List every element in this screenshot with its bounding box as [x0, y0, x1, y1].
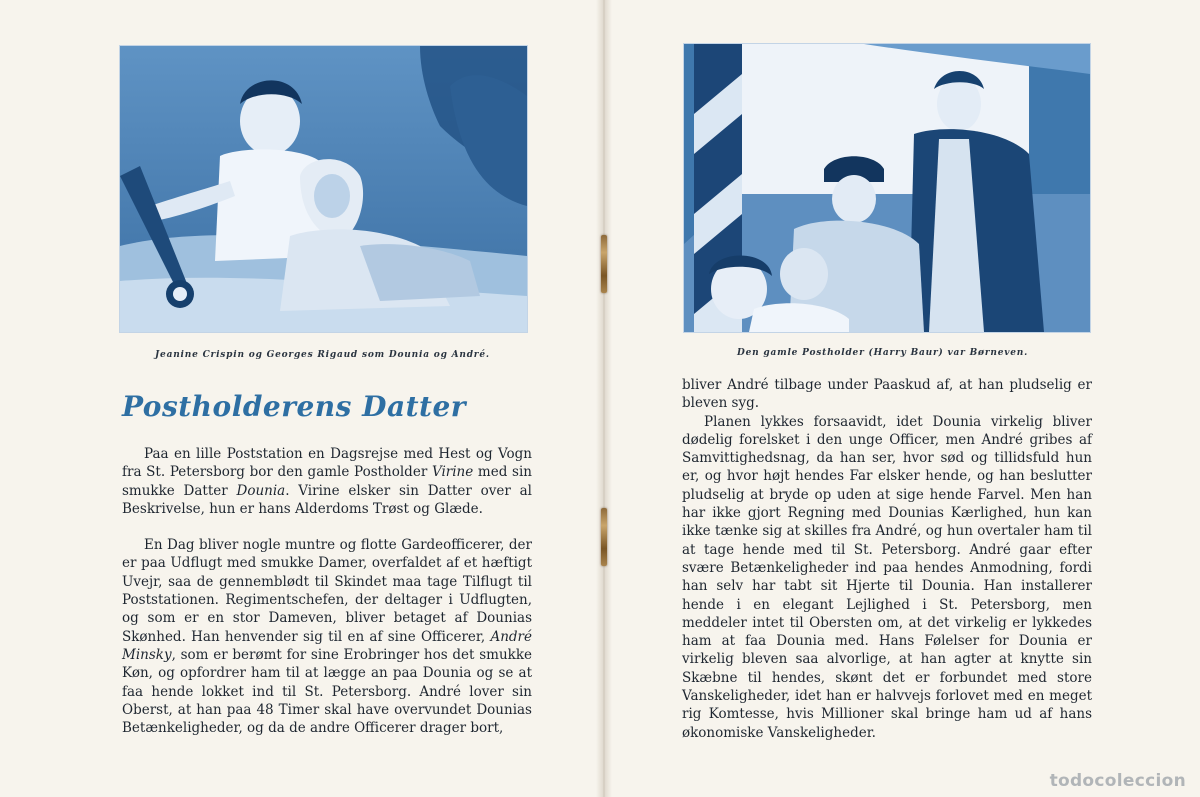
paragraph: bliver André tilbage under Paaskud af, at han pludselig er bleven syg. [682, 377, 1092, 412]
photo-caption: Jeanine Crispin og Georges Rigaud som Dounia og André. [155, 350, 490, 360]
left-text-column [122, 445, 532, 737]
photo-illustration [120, 46, 527, 332]
film-still-crispin-rigaud [120, 46, 527, 332]
paragraph: En Dag bliver nogle muntre og flotte Gardeofficerer, der er paa Udflugt med smukke Damer, overfaldet af et hæftigt Uvejr, saa de gennemblødt til Skindet maa tage Tilflugt til Poststationen. Regimentschefen, der deltager i Udflugten, og som er en stor Dameven, bliver betaget af Dounias Skønhed. Han henvender sig til en af sine Officerer, André Minsky, som er berømt for sine Erobringer hos det smukke Køn, og opfordrer ham til at lægge an paa Dounia og se at faa hende lokket ind til St. Petersborg. André lover sin Oberst, at han paa 48 Timer skal have overvundet Dounias Betænkeligheder, og da de andre Officerer drager bort, [122, 537, 532, 737]
right-page [604, 0, 1200, 797]
article-title: Postholderens Datter [122, 390, 467, 423]
paragraph: Paa en lille Poststation en Dagsrejse med Hest og Vogn fra St. Petersborg bor den gamle Postholder Virine med sin smukke Datter Dounia. Virine elsker sin Datter over al Beskrivelse, hun er hans Alderdoms Trøst og Glæde. [122, 446, 532, 517]
right-text-column [682, 376, 1092, 742]
staple-bottom [601, 508, 607, 566]
paragraph: Planen lykkes forsaavidt, idet Dounia virkelig bliver dødelig forelsket i den unge Officer, men André gribes af Samvittighedsnag, da han ser, hvor sød og tillidsfuld hun er, og hvor højt hendes Far elsker hende, og han beslutter pludselig at bryde op uden at sige hende Farvel. Men han har ikke gjort Regning med Dounias Kærlighed, hun kan ikke tænke sig at skilles fra André, og hun overtaler ham til at tage hende med til St. Petersborg. André gaar efter svære Betænkeligheder ind paa hendes Anmodning, fordi han selv har tabt sit Hjerte til Dounia. Han installerer hende i en elegant Lejlighed i St. Petersborg, men meddeler intet til Obersten om, at det virkelig er lykkedes ham at faa Dounia med. Hans Følelser for Dounia er virkelig bleven saa alvorlige, at han agter at knytte sin Skæbne til hendes, skønt det er forbundet med store Vanskeligheder, idet han er halvvejs forlovet med en meget rig Komtesse, hvis Millioner skal bringe ham ud af hans økonomiske Vanskeligheder. [682, 413, 1092, 741]
center-fold [596, 0, 612, 797]
film-still-harry-baur [684, 44, 1090, 332]
photo-caption: Den gamle Postholder (Harry Baur) var Børneven. [737, 348, 1029, 358]
watermark-logo: todocoleccion [1049, 771, 1186, 791]
photo-illustration [684, 44, 1090, 332]
staple-top [601, 235, 607, 293]
